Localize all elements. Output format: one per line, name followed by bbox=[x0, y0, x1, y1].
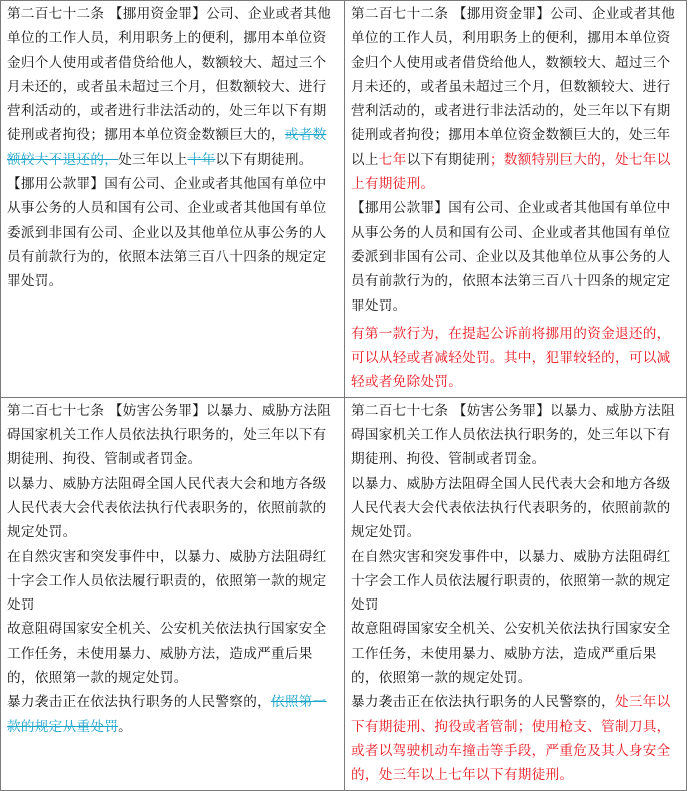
old-article-272-paragraph-1 bbox=[7, 2, 340, 172]
deleted-text: 十年 bbox=[187, 151, 216, 168]
text-span: 第二百七十二条 【挪用资金罪】公司、企业或者其他单位的工作人员，利用职务上的便利，挪用本单位资金归个人使用或者借贷给他人，数额较大、超过三个月未还的，或者虽未超过三个月，但数额较大、进行营利活动的，或者进行非法活动的，处三年以下有期徒刑或者拘役；挪用本单位资金数额巨大的， bbox=[7, 6, 332, 144]
new-article-272-paragraph-3: 有第一款行为，在提起公诉前将挪用的资金退还的，可以从轻或者减轻处罚。其中，犯罪较轻的，可以减轻或者免除处罚。 bbox=[351, 325, 671, 391]
new-article-277-paragraph-3: 在自然灾害和突发事件中，以暴力、威胁方法阻碍红十字会工作人员依法履行职责的，依照第一款的规定处罚 bbox=[351, 548, 671, 614]
text-span: 处三年以上 bbox=[118, 151, 188, 168]
new-text-cell-article-277 bbox=[345, 397, 687, 790]
new-article-277-paragraph-2: 以暴力、威胁方法阻碍全国人民代表大会和地方各级人民代表大会代表依法执行代表职务的，依照前款的规定处罚。 bbox=[351, 475, 671, 541]
text-span: 。 bbox=[118, 718, 133, 735]
text-span: 以下有期徒刑。 bbox=[215, 151, 313, 168]
added-text: ；数额特别巨大的，处七年以上有期徒刑。 bbox=[351, 151, 671, 193]
text-span: 以下有期徒刑 bbox=[406, 151, 490, 168]
table-row bbox=[1, 397, 687, 790]
added-text: 处三年以下有期徒刑、拘役或者管制；使用枪支、管制刀具，或者以驾驶机动车撞击等手段，严重危及其人身安全的，处三年以上七年以下有期徒刑。 bbox=[351, 694, 671, 784]
new-article-272-paragraph-2: 【挪用公款罪】国有公司、企业或者其他国有单位中从事公务的人员和国有公司、企业或者其他国有单位委派到非国有公司、企业以及其他单位从事公务的人员有前款行为的，依照本法第三百八十四条的规定定罪处罚。 bbox=[351, 200, 671, 314]
new-article-277-paragraph-1: 第二百七十七条 【妨害公务罪】以暴力、威胁方法阻碍国家机关工作人员依法执行职务的，处三年以下有期徒刑、拘役、管制或者罚金。 bbox=[351, 402, 676, 468]
table-row bbox=[1, 1, 687, 398]
old-text-cell-article-272 bbox=[1, 1, 345, 398]
text-span: 暴力袭击正在依法执行职务的人民警察的， bbox=[351, 694, 615, 711]
new-text-cell-article-272 bbox=[345, 1, 687, 398]
old-article-277-paragraph-1: 第二百七十七条 【妨害公务罪】以暴力、威胁方法阻碍国家机关工作人员依法执行职务的，处三年以下有期徒刑、拘役、管制或者罚金。 bbox=[7, 402, 332, 468]
deleted-text: 依照第一款的规定从重处罚 bbox=[7, 694, 327, 735]
deleted-text: 或者数额较大不退还的， bbox=[7, 127, 327, 168]
new-article-277-paragraph-4: 故意阻碍国家安全机关、公安机关依法执行国家安全工作任务，未使用暴力、威胁方法，造成严重后果的，依照第一款的规定处罚。 bbox=[351, 621, 671, 687]
added-text: 七年 bbox=[378, 151, 407, 168]
old-article-272-paragraph-2: 【挪用公款罪】国有公司、企业或者其他国有单位中从事公务的人员和国有公司、企业或者其他国有单位委派到非国有公司、企业以及其他单位从事公务的人员有前款行为的，依照本法第三百八十四条的规定定罪处罚。 bbox=[7, 176, 327, 290]
old-article-277-paragraph-4: 故意阻碍国家安全机关、公安机关依法执行国家安全工作任务，未使用暴力、威胁方法，造成严重后果的，依照第一款的规定处罚。 bbox=[7, 621, 327, 687]
old-article-277-paragraph-3: 在自然灾害和突发事件中，以暴力、威胁方法阻碍红十字会工作人员依法履行职责的，依照第一款的规定处罚 bbox=[7, 548, 327, 614]
old-article-277-paragraph-5 bbox=[7, 690, 340, 739]
text-span: 暴力袭击正在依法执行职务的人民警察的， bbox=[7, 694, 271, 711]
old-text-cell-article-277 bbox=[1, 397, 345, 790]
old-article-277-paragraph-2: 以暴力、威胁方法阻碍全国人民代表大会和地方各级人民代表大会代表依法执行代表职务的，依照前款的规定处罚。 bbox=[7, 475, 327, 541]
new-article-272-paragraph-1 bbox=[351, 2, 682, 196]
text-span: 第二百七十二条 【挪用资金罪】公司、企业或者其他单位的工作人员，利用职务上的便利，挪用本单位资金归个人使用或者借贷给他人，数额较大、超过三个月未还的，或者虽未超过三个月，但数额较大、进行营利活动的，或者进行非法活动的，处三年以下有期徒刑或者拘役；挪用本单位资金数额巨大的，处三年以上 bbox=[351, 6, 676, 168]
